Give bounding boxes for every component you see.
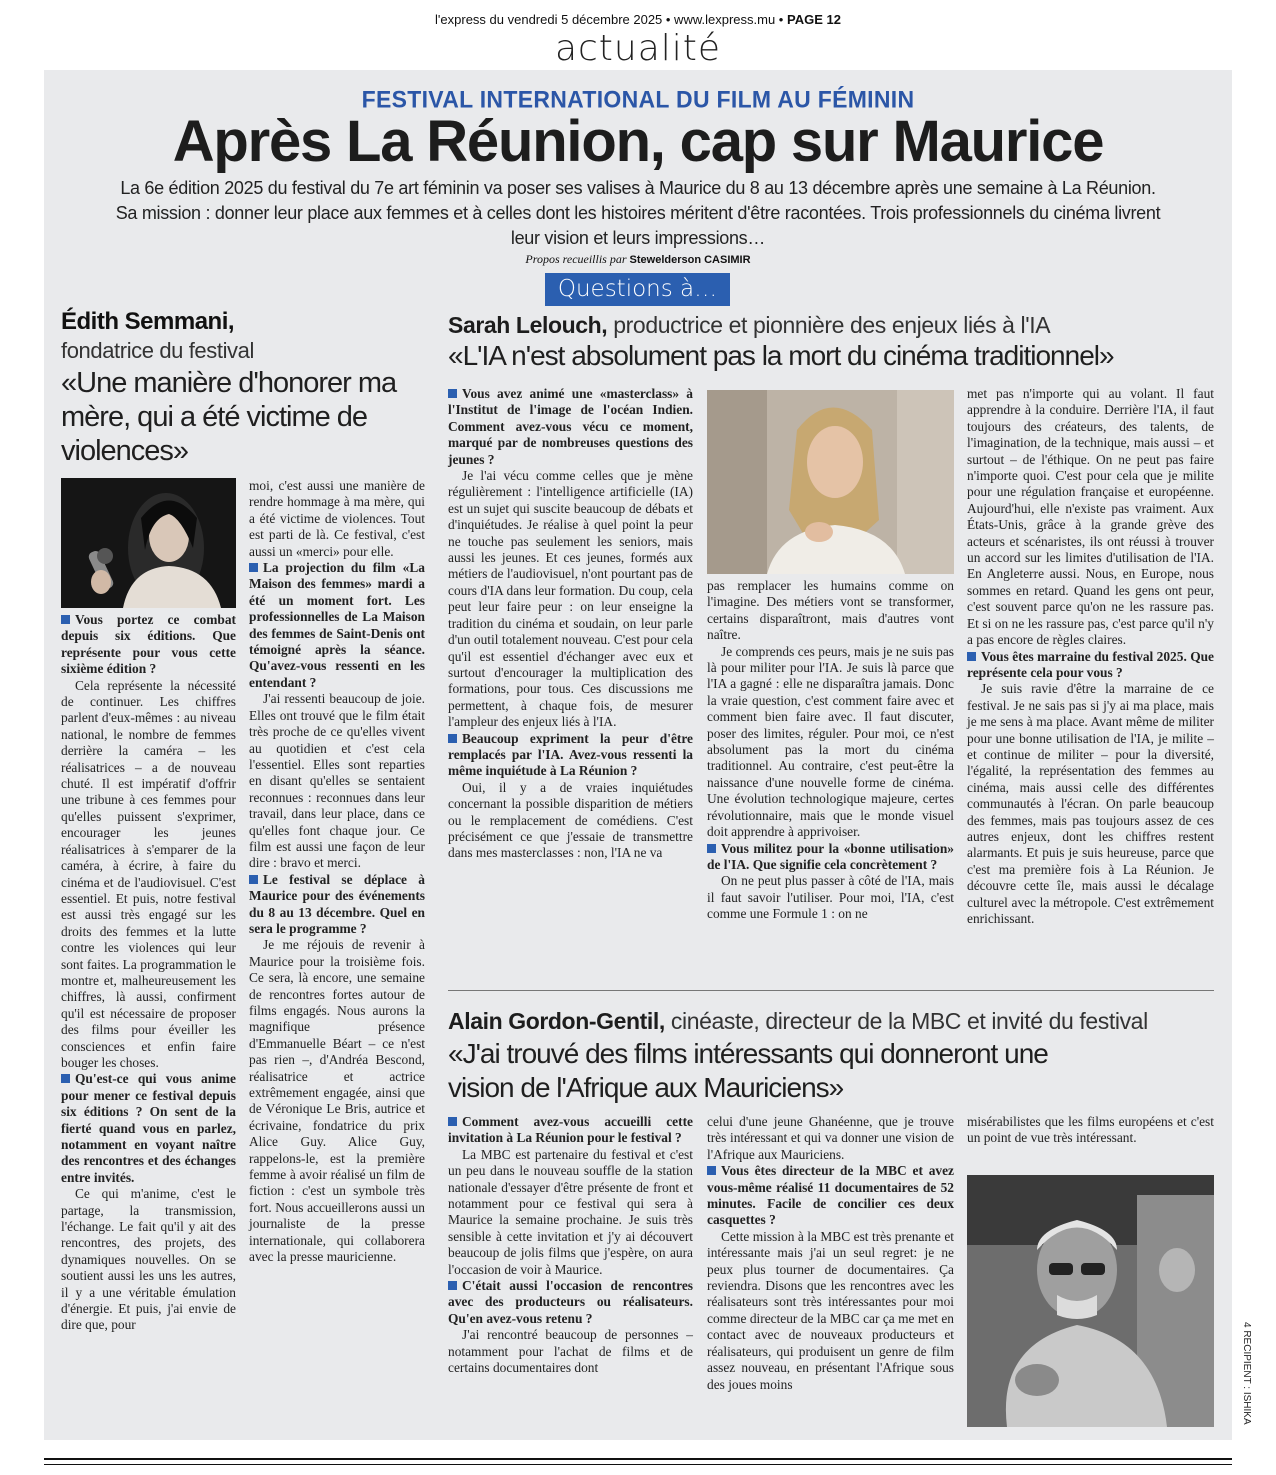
- alain-column-1: Comment avez-vous accueilli cette invitation à La Réunion pour le festival ? La MBC est partenaire du festival et c'est un peu dans le nouveau souffle de la station nationale d'essayer d'être présente de front et notamment pour ce festival qui sera à Maurice la semaine prochaine. Je suis très sensible à cette invitation et j'y ai découvert beaucoup de jolis films que j'espère, on aura l'occasion de voir à Maurice. C'était aussi l'occasion de rencontres avec des producteurs ou réalisateurs. Qu'en avez-vous retenu ? J'ai rencontré beaucoup de personnes – notamment pour l'achat de films et de certains documentaires dont: [448, 1114, 693, 1376]
- deck: La 6e édition 2025 du festival du 7e art féminin va poser ses valises à Maurice du 8 au 13 décembre après une semaine à La Réunion. Sa mission : donner leur place aux femmes et à celles dont les histoires méritent d'être racontées. Trois professionnels du cinéma livrent leur vision et leurs impressions…: [115, 178, 1161, 248]
- sarah-column-1: Vous avez animé une «masterclass» à l'Institut de l'image de l'océan Indien. Comment avez-vous vécu ce moment, marqué par de nombreuses questions des jeunes ? Je l'ai vécu comme celles que je mène régulièrement : l'intelligence artificielle (IA) est un sujet qui suscite beaucoup de débats et d'inquiétudes. Je réalise à quel point la peur ne touche pas seulement les seniors, mais aussi les jeunes. Et ces jeunes, formés aux métiers de l'audiovisuel, n'ont pourtant pas de cours d'IA dans leur formation. Du coup, cela peut leur faire peur : on leur enseigne la tradition du cinéma et soudain, on leur parle d'un outil totalement nouveau. C'est pour cela qu'il est essentiel d'échanger avec eux et surtout d'encourager la multiplication des formations, pour tous. Ces discussions me permettent, à chaque fois, de mesurer l'ampleur des enjeux liés à l'IA. Beaucoup expriment la peur d'être remplacés par l'IA. Avez-vous ressenti la même inquiétude à La Réunion ? Oui, il y a de vraies inquiétudes concernant la possible disparition de métiers ou le remplacement de comédiens. C'est précisément ce que j'essaie de transmettre dans mes masterclasses : non, l'IA ne va: [448, 386, 693, 861]
- pull-quote-2: «L'IA n'est absolument pas la mort du cinéma traditionnel»: [448, 340, 1114, 371]
- page-rule-thin: [44, 1464, 1232, 1465]
- alain-column-3: misérabilistes que les films européens et c'est un point de vue très intéressant.: [967, 1114, 1214, 1146]
- pull-quote: «Une manière d'honorer ma mère, qui a été victime de violences»: [61, 367, 397, 467]
- alain-column-2: celui d'une jeune Ghanéenne, que je trouve très intéressant et qui va donner une vision de l'Afrique aux Mauriciens. Vous êtes directeur de la MBC et avez vous-même réalisé 11 documentaires de 52 minutes. Facile de concilier ces deux casquettes ? Cette mission à la MBC est très prenante et intéressante mais j'ai un seul regret: je ne peux plus tourner de documentaires. Ça reviendra. Disons que les rencontres avec les réalisateurs sont très intéressantes pour moi comme directeur de la MBC car ça me met en contact avec de nouveaux producteurs et réalisateurs, qui produisent un genre de film assez nouveau, en présentant l'Afrique sous des joues moins: [707, 1114, 954, 1392]
- kicker: FESTIVAL INTERNATIONAL DU FILM AU FÉMININ: [361, 85, 915, 113]
- questions-badge: Questions à…: [545, 273, 730, 306]
- margin-note: 4 RECIPIENT : ISHIKA: [1241, 1322, 1252, 1425]
- photo-edith-semmani: [61, 478, 236, 608]
- photo-sarah-lelouch: [707, 390, 954, 574]
- page-rule: [44, 1458, 1232, 1460]
- interviewee-name-2: Sarah Lelouch, productrice et pionnière des enjeux liés à l'IA: [448, 312, 1051, 338]
- interviewee-name-3: Alain Gordon-Gentil, cinéaste, directeur de la MBC et invité du festival: [448, 1008, 1148, 1034]
- photo-alain-gordon-gentil: [967, 1175, 1214, 1427]
- edith-column-2: moi, c'est aussi une manière de rendre hommage à ma mère, qui a été victime de violences. Tout est parti de là. Ce festival, c'est aussi un «merci» pour elle. La projection du film «La Maison des femmes» mardi a été un moment fort. Les professionnelles de La Maison des femmes de Saint-Denis ont témoigné après la séance. Qu'avez-vous ressenti en les entendant ? J'ai ressenti beaucoup de joie. Elles ont trouvé que le film était très proche de ce qu'elles vivent au quotidien et c'est cela l'essentiel. Elles sont reparties en disant qu'elles se sentaient reconnues : reconnues dans leur travail, dans leur place, dans ce qu'elles font chaque jour. Ce film est aussi une façon de leur dire : bravo et merci. Le festival se déplace à Maurice pour des événements du 8 au 13 décembre. Quel en sera le programme ? Je me réjouis de revenir à Maurice pour la troisième fois. Ce sera, là encore, une semaine de rencontres fortes autour de films engagés. Nous aurons la magnifique présence d'Emmanuelle Béart – ce n'est pas rien –, d'Andréa Bescond, réalisatrice et actrice extrêmement engagée, ainsi que de Véronique Le Bris, autrice et écrivaine, fondatrice du prix Alice Guy. Alice Guy, rappelons-le, est la première femme à avoir réalisé un film de fiction : c'est un symbole très fort. Nous accueillerons aussi un journaliste de la presse internationale, qui collaborera avec la presse mauricienne.: [249, 478, 425, 1265]
- interviewee-role: fondatrice du festival: [61, 338, 254, 363]
- byline: Propos recueillis par Stewelderson CASIMIR: [525, 252, 751, 266]
- page-number: PAGE 12: [786, 12, 841, 27]
- section-divider: [448, 990, 1214, 991]
- question-marker: [61, 615, 70, 624]
- pull-quote-3: «J'ai trouvé des films intéressants qui donneront une vision de l'Afrique aux Mauriciens»: [448, 1038, 1048, 1103]
- edith-column-1: Vous portez ce combat depuis six éditions. Que représente pour vous cette sixième édition ? Cela représente la nécessité de continuer. Les chiffres parlent d'eux-mêmes : au niveau national, le nombre de femmes derrière la caméra – les réalisatrices – a de nouveau chuté. Il est impératif d'offrir une tribune à ces femmes pour qu'elles puissent s'exprimer, encourager les jeunes réalisatrices à s'emparer de la caméra, à écrire, à faire du cinéma et de l'audiovisuel. C'est essentiel. Et puis, notre festival est aussi très engagé sur les droits des femmes et la lutte contre les violences qui leur sont faites. La programmation le montre et, malheureusement les chiffres, là aussi, confirment qu'il est nécessaire de proposer des films pour éveiller les consciences et enfin faire bouger les choses. Qu'est-ce qui vous anime pour mener ce festival depuis six éditions ? On sent de la fierté quand vous en parlez, notamment en voyant naître des rencontres et des échanges entre invités. Ce qui m'anime, c'est le partage, la transmission, l'échange. Le fait qu'il y ait des rencontres, des projets, des dynamiques nouvelles. On se soutient aussi les uns les autres, il y a une véritable émulation d'énergie. Et puis, j'ai envie de dire que, pour: [61, 612, 236, 1333]
- sarah-column-2: pas remplacer les humains comme on l'imagine. Des métiers vont se transformer, certains disparaîtront, mais d'autres vont naître. Je comprends ces peurs, mais je ne suis pas là pour militer pour l'IA. Je suis là parce que l'IA a gagné : elle ne disparaîtra jamais. Donc la vraie question, c'est comment faire avec et comment bien faire avec. Il faut discuter, poser des limites, réguler. Pour moi, ce n'est absolument pas la mort du cinéma traditionnel. Au contraire, c'est peut-être la naissance d'une nouvelle forme de cinéma. Une évolution technologique majeure, certes révolutionnaire, mais que le monde visuel doit apprendre à apprivoiser. Vous militez pour la «bonne utilisation» de l'IA. Que signifie cela concrètement ? On ne peut plus passer à côté de l'IA, mais il faut savoir l'utiliser. Pour moi, l'IA, c'est comme une Formule 1 : on ne: [707, 578, 954, 922]
- interviewee-name: Édith Semmani,: [61, 308, 235, 335]
- headline: Après La Réunion, cap sur Maurice: [172, 109, 1104, 174]
- date-line: l'express du vendredi 5 décembre 2025 • www.lexpress.mu • PAGE 12: [435, 12, 841, 27]
- section-title: actualité: [554, 28, 722, 69]
- sarah-column-3: met pas n'importe qui au volant. Il faut apprendre à la conduire. Derrière l'IA, il faut toujours des créateurs, des talents, de l'imagination, de la technique, mais aussi – et surtout – de l'éthique. On ne peut pas faire n'importe quoi. C'est pour cela que je milite pour une régulation française et européenne. Aujourd'hui, elle n'existe pas vraiment. Aux États-Unis, grâce à la grande grève des acteurs et scénaristes, ils ont réussi à trouver un accord sur les limites d'utilisation de l'IA. En Angleterre aussi. Nous, en Europe, nous sommes en retard. Quand les gens ont peur, c'est souvent parce qu'on ne les rassure pas. Et si on ne les rassure pas, c'est parce qu'il n'y a pas encore de règles claires. Vous êtes marraine du festival 2025. Que représente cela pour vous ? Je suis ravie d'être la marraine de ce festival. Je ne sais pas si j'y ai ma place, mais je me sens à ma place. Avant même de militer pour une bonne utilisation de l'IA, je milite – et continue de militer – pour la diversité, l'égalité, la représentation des femmes au cinéma, mais aussi celle des différentes communautés à l'écran. On parle beaucoup des femmes, mais pas toujours assez de ces autres enjeux, dont les chiffres restent alarmants. Et puis je suis heureuse, parce que c'est ma première fois à La Réunion. Je découvre cette île, mais aussi le décalage culturel avec la métropole. C'est extrêmement enrichissant.: [967, 386, 1214, 926]
